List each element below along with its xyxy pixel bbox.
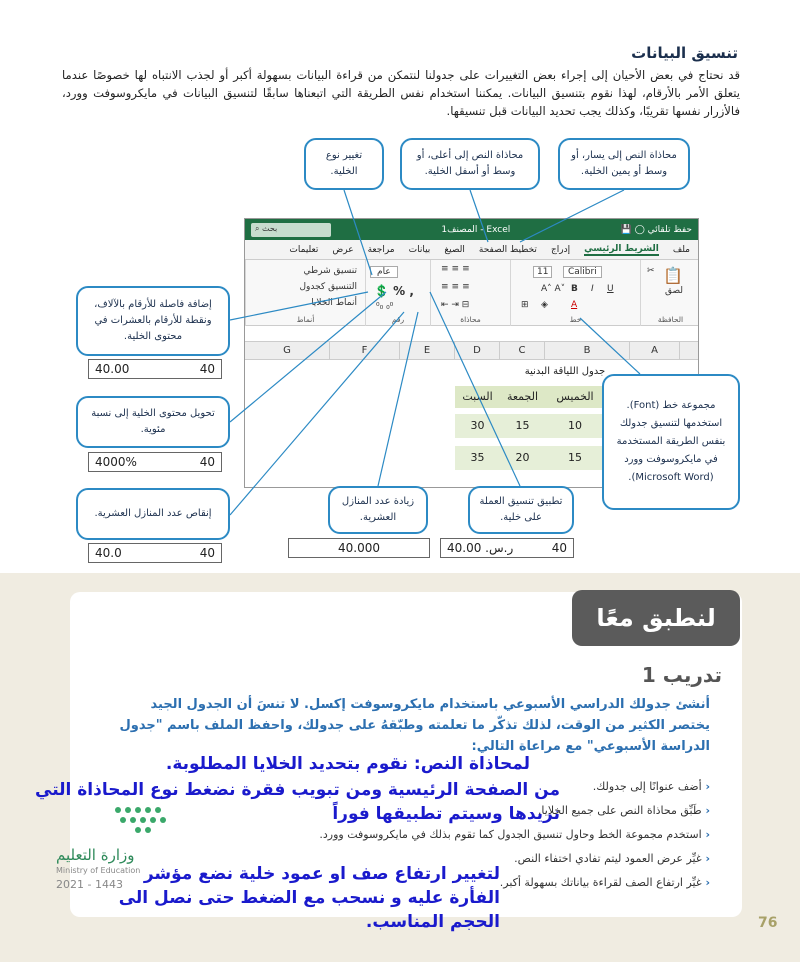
decrease-raw: 40 <box>199 546 215 560</box>
col-g[interactable]: G <box>245 342 330 360</box>
fill-color-icon[interactable]: ◈ <box>541 300 548 310</box>
currency-raw: 40 <box>551 541 567 555</box>
cell-b3: 10 <box>545 414 605 438</box>
paste-label: لصق <box>665 286 684 296</box>
bullet-4-text: غيِّر عرض العمود ليتم تفادي اختفاء النص. <box>514 852 702 865</box>
intro-paragraph: قد نحتاج في بعض الأحيان إلى إجراء بعض التغييرات على جدولنا لنتمكن من قراءة البيانات بسهولة أكبر أو لجذب الانتباه لها خصوصًا عندما يتعلق الأمر بالأرقام، لهذا نقوم بتنسيق البيانات. يمكننا استخدام نفس الطريقة التي اتبعناها سابقًا لتنسيق البيانات في مايكروسوفت وورد، فالأزرار نفسها تقريبًا، وكذلك يجب تحديد البيانات قبل تنسيقها. <box>62 68 740 118</box>
bullet-2 <box>538 804 710 817</box>
tab-view[interactable]: عرض <box>332 244 354 255</box>
autosave-toggle[interactable]: 💾 ◯ حفظ تلقائي <box>620 224 692 235</box>
bullet-1-text: أضف عنوانًا إلى جدولك. <box>592 780 702 793</box>
task-text: أنشئ جدولك الدراسي الأسبوعي باستخدام مايكروسوفت إكسل. لا تنسَ أن الجدول الجيد يختصر الكثير من الوقت، لذلك تذكّر ما تعلمته وطبّقهُ على جدولك، واحفظ الملف باسم "جدول الدراسة الأسبوعي" مع مراعاة التالي: <box>119 697 710 754</box>
bold-icon[interactable]: B <box>571 284 578 294</box>
number-format[interactable]: عام <box>370 266 398 278</box>
cell-d4: 35 <box>455 446 500 470</box>
decimal-icons[interactable]: ⁰₀ ₀⁰ <box>376 302 394 312</box>
vertical-align-icons[interactable]: ≡≡≡ <box>441 264 473 274</box>
comma-formatted: 40.00 <box>95 362 130 376</box>
callout-align-horizontal: محاذاة النص إلى يسار، أو وسط أو يمين الخلية. <box>558 138 690 190</box>
bullet-1 <box>593 780 710 793</box>
callout-percent: تحويل محتوى الخلية إلى نسبة مئوية. <box>76 396 230 448</box>
autosave-label: حفظ تلقائي <box>647 224 692 235</box>
paste-icon[interactable]: 📋 <box>663 266 683 285</box>
bullet-5 <box>500 876 710 889</box>
font-color-icon[interactable]: A <box>571 300 578 310</box>
bullet-arrow-icon: ‹ <box>701 804 710 817</box>
tab-file[interactable]: ملف <box>672 244 690 255</box>
conditional-format[interactable]: تنسيق شرطي <box>303 266 357 276</box>
cut-icon[interactable]: ✂ <box>647 266 655 276</box>
align-group-label: محاذاة <box>460 315 481 324</box>
section-title: تنسيق البيانات <box>631 44 738 62</box>
apply-tab: لنطبق معًا <box>572 590 740 646</box>
font-name[interactable]: Calibri <box>563 266 602 278</box>
decrease-formatted: 40.0 <box>95 546 122 560</box>
callout-decrease-decimal: إنقاص عدد المنازل العشرية. <box>76 488 230 540</box>
horizontal-align-icons[interactable]: ≡≡≡ <box>441 282 473 292</box>
currency-percent-comma-icons[interactable]: 💲 % , <box>374 284 414 298</box>
bullet-3-text: استخدم مجموعة الخط وحاول تنسيق الجدول كما تقوم بذلك في مايكروسوفت وورد. <box>319 828 702 841</box>
bullet-arrow-icon: ‹ <box>701 852 710 865</box>
styles-group-label: أنماط <box>296 315 315 324</box>
page-number: 76 <box>758 915 778 931</box>
clipboard-label: الحافظة <box>657 315 684 324</box>
font-grow-icon[interactable]: A˄ A˅ <box>541 284 566 294</box>
cell-b4: 15 <box>545 446 605 470</box>
tab-help[interactable]: تعليمات <box>289 244 319 255</box>
file-title: المصنف1 - Excel <box>441 224 511 235</box>
col-e[interactable]: E <box>400 342 455 360</box>
number-group-label: رقم <box>391 315 405 324</box>
comma-raw: 40 <box>199 362 215 376</box>
callout-font-group: مجموعة خط (Font). استخدمها لتنسيق جدولك بنفس الطريقة المستخدمة في مايكروسوفت وورد (Microsoft Word). <box>602 374 740 510</box>
font-group-label: خط <box>569 315 582 324</box>
col-d[interactable]: D <box>455 342 500 360</box>
borders-icon[interactable]: ⊞ <box>521 300 529 310</box>
save-icon[interactable]: 💾 <box>620 224 632 235</box>
percent-raw: 40 <box>199 455 215 469</box>
tab-home[interactable]: الشريط الرئيسي <box>584 243 659 254</box>
tab-review[interactable]: مراجعة <box>367 244 395 255</box>
increase-formatted: 40.000 <box>338 541 380 555</box>
bullet-2-text: طَبِّق محاذاة النص على جميع الخلايا. <box>537 804 702 817</box>
callout-increase-decimal: زيادة عدد المنازل العشرية. <box>328 486 428 534</box>
table-title: جدول اللياقة البدنية <box>524 366 606 377</box>
bullet-5-text: غيِّر ارتفاع الصف لقراءة بياناتك بسهولة أكبر. <box>499 876 702 889</box>
cell-c4: 20 <box>500 446 545 470</box>
ministry-logo-icon <box>108 800 188 840</box>
col-c[interactable]: C <box>500 342 545 360</box>
italic-icon[interactable]: I <box>591 284 594 294</box>
bullet-3 <box>319 828 710 841</box>
tab-data[interactable]: بيانات <box>408 244 431 255</box>
cell-c3: 15 <box>500 414 545 438</box>
callout-comma: إضافة فاصلة للأرقام بالآلاف، ونقطة للأرقام بالعشرات في محتوى الخلية. <box>76 286 230 356</box>
callout-currency: تطبيق تنسيق العملة على خلية. <box>468 486 574 534</box>
currency-formatted: ر.س. 40.00 <box>447 541 514 555</box>
callout-align-vertical: محاذاة النص إلى أعلى، أو وسط أو أسفل الخلية. <box>400 138 540 190</box>
col-a[interactable]: A <box>630 342 680 360</box>
bullet-arrow-icon: ‹ <box>701 876 710 889</box>
handwritten-note-1: لمحاذاة النص: نقوم بتحديد الخلايا المطلوبة. <box>165 754 530 774</box>
ministry-logo-en: Ministry of Education <box>56 866 141 875</box>
ministry-year: 2021 - 1443 <box>56 878 123 891</box>
underline-icon[interactable]: U <box>607 284 614 294</box>
search-icon: ⌕ <box>255 223 260 233</box>
bullet-4 <box>514 852 710 865</box>
indent-icons[interactable]: ⇤ ⇥ ⊟ <box>441 300 470 310</box>
tab-insert[interactable]: إدراج <box>550 244 571 255</box>
percent-formatted: 4000% <box>95 455 137 469</box>
header-thu: الخميس <box>545 386 605 408</box>
tab-page-layout[interactable]: تخطيط الصفحة <box>478 244 537 255</box>
bullet-arrow-icon: ‹ <box>701 780 710 793</box>
tab-formulas[interactable]: الصيغ <box>444 244 465 255</box>
handwritten-note-2: من الصفحة الرئيسية ومن تبويب فقرة نضغط نوع المحاذاة التي نريدها وسيتم تطبيقها فوراً <box>35 780 560 824</box>
handwritten-note-3: لتغيير ارتفاع صف او عمود خلية نضع مؤشر الفأرة عليه و نسحب مع الضغط حتى نصل الى الحجم المناسب. <box>118 864 500 932</box>
cell-d3: 30 <box>455 414 500 438</box>
ministry-logo-ar: وزارة التعليم <box>56 846 135 864</box>
exercise-title: تدريب 1 <box>641 663 722 687</box>
header-sat: السبت <box>455 386 500 408</box>
bullet-arrow-icon: ‹ <box>701 828 710 841</box>
font-size[interactable]: 11 <box>533 266 552 278</box>
format-as-table[interactable]: التنسيق كجدول <box>299 282 357 292</box>
col-b[interactable]: B <box>545 342 630 360</box>
callout-change-type: تغيير نوع الخلية. <box>304 138 384 190</box>
header-fri: الجمعة <box>500 386 545 408</box>
col-f[interactable]: F <box>330 342 400 360</box>
search-placeholder: بحث <box>262 223 278 233</box>
cell-styles[interactable]: أنماط الخلايا <box>311 298 357 308</box>
